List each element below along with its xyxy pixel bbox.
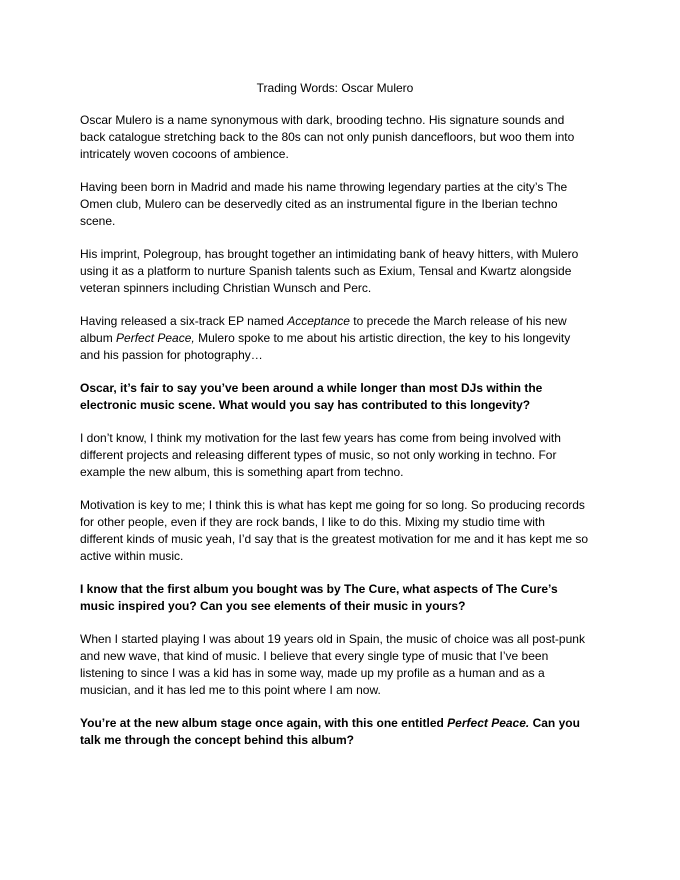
answer-1-paragraph-2: Motivation is key to me; I think this is what has kept me going for so long. So producing records for other people, even if they are rock bands, I like to do this. Mixing my studio time with different kinds of music yeah, I’d say that is the greatest motivation for me and it has kept me so active within music. — [80, 498, 589, 563]
intro-paragraph-1: Oscar Mulero is a name synonymous with dark, brooding techno. His signature sounds and back catalogue stretching back to the 80s can not only punish dancefloors, but woo them into intricately woven cocoons of ambience. — [80, 113, 575, 161]
album-title: Perfect Peace, — [116, 331, 195, 345]
question-3-text-b: Can you talk me through the concept behind this album? — [80, 716, 580, 747]
question-1: Oscar, it’s fair to say you’ve been around a while longer than most DJs within the electronic music scene. What would you say has contributed to this longevity? — [80, 381, 543, 412]
intro-paragraph-4-text-a: Having released a six-track EP named — [80, 314, 288, 328]
answer-1-paragraph-1: I don’t know, I think my motivation for the last few years has come from being involved with different projects and releasing different types of music, so not only working in techno. For example the new album, this is something apart from techno. — [80, 431, 561, 479]
intro-paragraph-4 — [80, 313, 590, 364]
intro-paragraph-4-text-c: Mulero spoke to me about his artistic direction, the key to his longevity and his passion for photography… — [80, 331, 571, 362]
answer-2: When I started playing I was about 19 years old in Spain, the music of choice was all post-punk and new wave, that kind of music. I believe that every single type of music that I’ve been listening to since I was a kid has in some way, made up my profile as a human and as a musician, and it has led me to this point where I am now. — [80, 632, 585, 697]
intro-paragraph-4-text-b: to precede the March release of his new album — [80, 314, 567, 345]
question-3-album-title: Perfect Peace. — [447, 716, 530, 730]
ep-title: Acceptance — [287, 314, 350, 328]
intro-paragraph-3: His imprint, Polegroup, has brought together an intimidating bank of heavy hitters, with Mulero using it as a platform to nurture Spanish talents such as Exium, Tensal and Kwartz alongside veteran spinners including Christian Wunsch and Perc. — [80, 247, 579, 295]
question-3 — [80, 715, 590, 749]
question-2: I know that the first album you bought was by The Cure, what aspects of The Cure’s music inspired you? Can you see elements of their music in yours? — [80, 582, 558, 613]
question-3-text-a: You’re at the new album stage once again, with this one entitled — [80, 716, 448, 730]
intro-paragraph-2: Having been born in Madrid and made his name throwing legendary parties at the city’s The Omen club, Mulero can be deservedly cited as an instrumental figure in the Iberian techno scene. — [80, 180, 568, 228]
document-title: Trading Words: Oscar Mulero — [256, 81, 414, 95]
